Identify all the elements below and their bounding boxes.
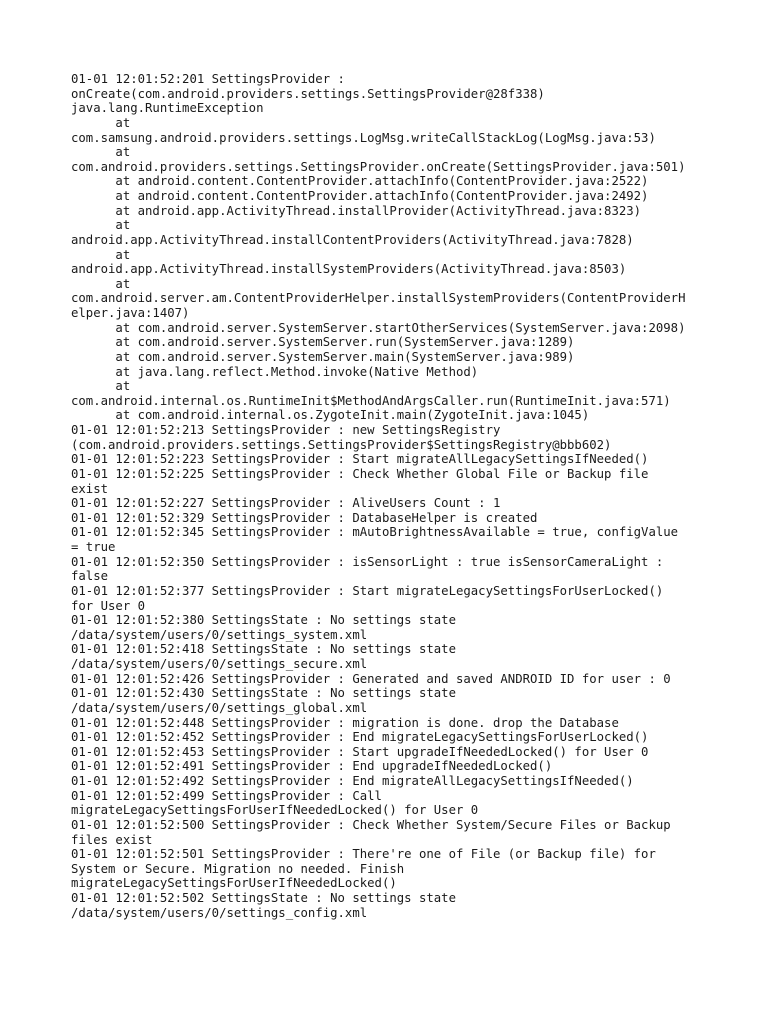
log-line: migrateLegacySettingsForUserIfNeededLocked() for User 0	[71, 803, 479, 818]
log-line: 01-01 12:01:52:213 SettingsProvider : new SettingsRegistry	[71, 423, 501, 437]
log-line: 01-01 12:01:52:453 SettingsProvider : Start upgradeIfNeededLocked() for User 0	[71, 744, 649, 759]
log-line: 01-01 12:01:52:452 SettingsProvider : End migrateLegacySettingsForUserLocked()	[71, 730, 649, 745]
log-line: at	[71, 115, 131, 130]
log-line: migrateLegacySettingsForUserIfNeededLocked()	[71, 876, 397, 891]
log-line: 01-01 12:01:52:501 SettingsProvider : There're one of File (or Backup file) for	[71, 847, 656, 862]
log-line: 01-01 12:01:52:426 SettingsProvider : Generated and saved ANDROID ID for user : 0	[71, 671, 671, 686]
log-line: /data/system/users/0/settings_global.xml	[71, 700, 368, 715]
log-line: at java.lang.reflect.Method.invoke(Native Method)	[71, 364, 479, 379]
log-line: elper.java:1407)	[71, 306, 190, 320]
log-line: com.android.providers.settings.SettingsProvider.onCreate(SettingsProvider.java:501)	[71, 159, 686, 174]
log-line: 01-01 12:01:52:329 SettingsProvider : DatabaseHelper is created	[71, 510, 538, 525]
log-line: /data/system/users/0/settings_system.xml	[71, 627, 368, 642]
log-line: android.app.ActivityThread.installSystemProviders(ActivityThread.java:8503)	[71, 262, 627, 277]
log-line: com.android.server.am.ContentProviderHelper.installSystemProviders(ContentProviderH	[71, 291, 686, 306]
log-line: 01-01 12:01:52:430 SettingsState : No settings state	[71, 686, 456, 701]
log-line: 01-01 12:01:52:491 SettingsProvider : End upgradeIfNeededLocked()	[71, 759, 553, 774]
log-line: com.android.internal.os.RuntimeInit$MethodAndArgsCaller.run(RuntimeInit.java:571)	[71, 393, 671, 408]
log-line: at android.content.ContentProvider.attachInfo(ContentProvider.java:2492)	[71, 189, 649, 203]
log-line: System or Secure. Migration no needed. Finish	[71, 861, 405, 876]
log-line: at	[71, 379, 131, 394]
log-line: com.samsung.android.providers.settings.LogMsg.writeCallStackLog(LogMsg.java:53)	[71, 130, 656, 145]
log-line: at	[71, 218, 131, 233]
log-line: = true	[71, 540, 116, 554]
log-line: /data/system/users/0/settings_config.xml	[71, 905, 368, 920]
log-line: at	[71, 145, 131, 160]
log-line: 01-01 12:01:52:502 SettingsState : No settings state	[71, 891, 456, 905]
log-line: 01-01 12:01:52:201 SettingsProvider :	[71, 72, 345, 86]
log-line: 01-01 12:01:52:227 SettingsProvider : AliveUsers Count : 1	[71, 496, 501, 511]
log-line: 01-01 12:01:52:418 SettingsState : No settings state	[71, 642, 456, 657]
log-text-block	[71, 72, 711, 920]
log-line: 01-01 12:01:52:377 SettingsProvider : Start migrateLegacySettingsForUserLocked()	[71, 583, 664, 598]
log-line: 01-01 12:01:52:225 SettingsProvider : Check Whether Global File or Backup file	[71, 466, 649, 481]
log-line: 01-01 12:01:52:499 SettingsProvider : Call	[71, 788, 382, 803]
log-line: false	[71, 569, 109, 584]
log-line: 01-01 12:01:52:223 SettingsProvider : Start migrateAllLegacySettingsIfNeeded()	[71, 452, 649, 467]
log-line: 01-01 12:01:52:380 SettingsState : No settings state	[71, 613, 456, 628]
log-line: at com.android.server.SystemServer.run(SystemServer.java:1289)	[71, 335, 575, 350]
log-line: 01-01 12:01:52:492 SettingsProvider : End migrateAllLegacySettingsIfNeeded()	[71, 774, 634, 788]
log-line: exist	[71, 481, 109, 496]
log-line: at com.android.server.SystemServer.startOtherServices(SystemServer.java:2098)	[71, 320, 686, 335]
log-line: for User 0	[71, 598, 146, 613]
log-line: 01-01 12:01:52:350 SettingsProvider : isSensorLight : true isSensorCameraLight :	[71, 554, 664, 569]
log-line: java.lang.RuntimeException	[71, 101, 264, 116]
log-line: 01-01 12:01:52:500 SettingsProvider : Check Whether System/Secure Files or Backup	[71, 817, 671, 832]
log-line: 01-01 12:01:52:448 SettingsProvider : migration is done. drop the Database	[71, 715, 619, 730]
log-line: at com.android.internal.os.ZygoteInit.main(ZygoteInit.java:1045)	[71, 408, 590, 423]
log-line: at android.content.ContentProvider.attachInfo(ContentProvider.java:2522)	[71, 174, 649, 189]
log-line: at	[71, 276, 131, 291]
log-line: android.app.ActivityThread.installContentProviders(ActivityThread.java:7828)	[71, 232, 634, 247]
log-line: onCreate(com.android.providers.settings.SettingsProvider@28f338)	[71, 86, 545, 101]
log-line: at com.android.server.SystemServer.main(SystemServer.java:989)	[71, 349, 575, 364]
log-line: at	[71, 247, 131, 262]
log-line: /data/system/users/0/settings_secure.xml	[71, 657, 368, 671]
log-line: at android.app.ActivityThread.installProvider(ActivityThread.java:8323)	[71, 203, 642, 218]
log-line: 01-01 12:01:52:345 SettingsProvider : mAutoBrightnessAvailable = true, configValue	[71, 525, 679, 540]
log-line: (com.android.providers.settings.SettingsProvider$SettingsRegistry@bbb602)	[71, 437, 612, 452]
log-line: files exist	[71, 832, 153, 847]
